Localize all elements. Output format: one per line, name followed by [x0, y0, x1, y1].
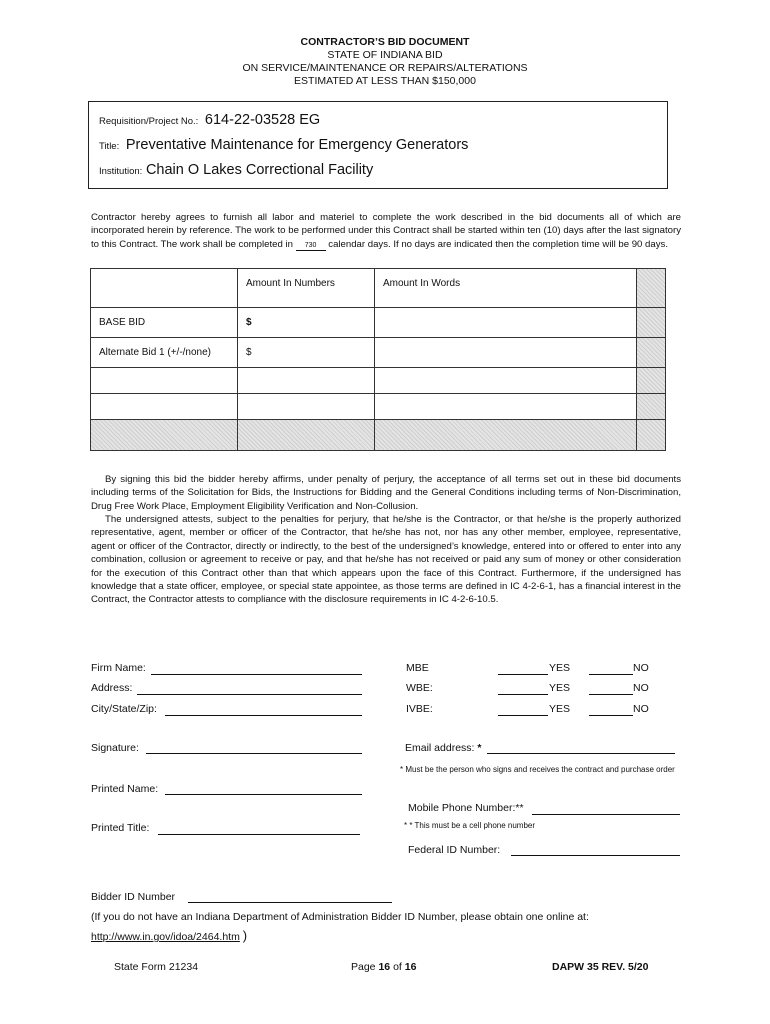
title-row: [99, 137, 468, 153]
ivbe-yes-label: YES: [549, 703, 571, 715]
page-of: of: [393, 961, 402, 973]
printed-title-label: Printed Title:: [91, 822, 150, 834]
shaded-cell: [637, 338, 666, 368]
city-state-zip-input[interactable]: [165, 715, 362, 716]
base-bid-amount-input[interactable]: $: [238, 308, 375, 338]
mbe-no-input[interactable]: [589, 674, 633, 675]
email-required-mark: *: [477, 742, 482, 754]
printed-name-label: Printed Name:: [91, 783, 159, 795]
document-title: CONTRACTOR’S BID DOCUMENT: [300, 36, 470, 48]
col-amount-numbers: Amount In Numbers: [238, 269, 375, 308]
mbe-label: MBE: [406, 662, 429, 674]
header-line-2: STATE OF INDIANA BID: [327, 49, 443, 61]
alternate-bid-words-input[interactable]: [375, 338, 637, 368]
table-row: [91, 308, 666, 338]
mbe-yes-input[interactable]: [498, 674, 548, 675]
firm-name-label: Firm Name:: [91, 662, 146, 674]
bidder-id-link-row: [91, 928, 247, 943]
base-bid-label: BASE BID: [91, 308, 238, 338]
ivbe-no-input[interactable]: [589, 715, 633, 716]
affirmation-text-1: By signing this bid the bidder hereby affirms, under penalty of perjury, the acceptance of all terms set out in these bid documents including terms of the Solicitation for Bids, the Instructions for Bidding and the General Conditions including terms of Non-Discrimination, Drug Free Work Place, Employment Eligibility Verification and Non-Collusion.: [91, 474, 681, 512]
footer-page-number: [351, 961, 416, 973]
requisition-value: 614-22-03528 EG: [204, 112, 321, 128]
ivbe-yes-input[interactable]: [498, 715, 548, 716]
col-amount-words: Amount In Words: [375, 269, 637, 308]
federal-id-input[interactable]: [511, 855, 680, 856]
agreement-paragraph: [91, 211, 681, 251]
table-row: [91, 368, 666, 394]
ivbe-no-label: NO: [633, 703, 649, 715]
empty-cell: [91, 368, 238, 394]
wbe-yes-label: YES: [549, 682, 571, 694]
address-input[interactable]: [137, 694, 362, 695]
footer-revision: DAPW 35 REV. 5/20: [552, 961, 649, 973]
address-label: Address:: [91, 682, 133, 694]
requisition-label: Requisition/Project No.:: [99, 116, 199, 127]
table-row: [91, 338, 666, 368]
requisition-row: [99, 112, 320, 128]
title-value: Preventative Maintenance for Emergency Generators: [125, 137, 469, 153]
firm-name-input[interactable]: [151, 674, 362, 675]
email-label: [405, 742, 481, 754]
page-num: 16: [378, 961, 391, 973]
agreement-text-1: Contractor hereby agrees to furnish all labor and materiel to complete the work described in the bid documents all of which are incorporated herein by reference. The work to be performed under this Contract shall be started within ten (10) days after the last signatory to this Contract. The work shall be completed in: [91, 212, 681, 250]
mobile-phone-label: Mobile Phone Number:**: [408, 802, 524, 814]
closing-paren: ): [242, 928, 248, 943]
federal-id-label: Federal ID Number:: [408, 844, 501, 856]
footer-form-number: State Form 21234: [114, 961, 199, 973]
page-total: 16: [404, 961, 417, 973]
printed-name-input[interactable]: [165, 794, 362, 795]
mobile-phone-note: * * This must be a cell phone number: [404, 821, 536, 830]
shaded-cell: [91, 420, 238, 451]
email-label-text: Email address:: [405, 742, 475, 754]
alternate-bid-amount-input[interactable]: $: [238, 338, 375, 368]
email-input[interactable]: [487, 753, 675, 754]
shaded-cell: [637, 420, 666, 451]
affirmation-paragraph-1: [91, 473, 681, 513]
affirmation-paragraph-2: The undersigned attests, subject to the penalties for perjury, that he/she is the Contractor, or that he/she is the properly authorized representative, agent, member or officer of the Contractor, that he/she has not, nor has any other member, employee, representative, agent or officer of the Contractor, directly or indirectly, to the best of the undersigned’s knowledge, entered into or offered to enter into any combination, collusion or agreement to receive or pay, and that he/she has not received or paid any sum of money or other consideration for the execution of this Contract other than that which appears upon the face of this Contract. Furthermore, if the undersigned has knowledge that a state officer, employee, or special state appointee, as those terms are defined in IC 4-2-6-1, has a financial interest in the Contract, the Contractor attests to compliance with the disclosure requirements in IC 4-2-6-10.5.: [91, 514, 681, 606]
signature-input[interactable]: [146, 753, 362, 754]
project-info-box: [88, 101, 668, 189]
page-prefix: Page: [351, 961, 376, 973]
table-header-blank: [91, 269, 238, 308]
title-label: Title:: [99, 141, 120, 152]
table-shaded-row: [91, 420, 666, 451]
institution-value: Chain O Lakes Correctional Facility: [145, 162, 374, 178]
empty-cell[interactable]: [238, 394, 375, 420]
shaded-cell: [637, 368, 666, 394]
wbe-no-input[interactable]: [589, 694, 633, 695]
table-header-row: [91, 269, 666, 308]
agreement-text-2: calendar days. If no days are indicated then the completion time will be 90 days.: [328, 238, 668, 250]
bid-table: [90, 268, 666, 451]
mbe-yes-label: YES: [549, 662, 571, 674]
header-line-3: ON SERVICE/MAINTENANCE OR REPAIRS/ALTERATIONS: [242, 62, 528, 74]
empty-cell: [91, 394, 238, 420]
empty-cell[interactable]: [375, 394, 637, 420]
bidder-id-note: (If you do not have an Indiana Department of Administration Bidder ID Number, please obtain one online at:: [91, 911, 589, 923]
shaded-cell: [637, 394, 666, 420]
alternate-bid-label: Alternate Bid 1 (+/-/none): [91, 338, 238, 368]
empty-cell[interactable]: [375, 368, 637, 394]
table-row: [91, 394, 666, 420]
mobile-phone-input[interactable]: [532, 814, 680, 815]
institution-label: Institution:: [99, 166, 143, 177]
wbe-label: WBE:: [406, 682, 433, 694]
shaded-cell: [637, 269, 666, 308]
wbe-no-label: NO: [633, 682, 649, 694]
shaded-cell: [375, 420, 637, 451]
city-state-zip-label: City/State/Zip:: [91, 703, 157, 715]
completion-days-field[interactable]: 730: [296, 242, 326, 251]
empty-cell[interactable]: [238, 368, 375, 394]
shaded-cell: [238, 420, 375, 451]
header-line-4: ESTIMATED AT LESS THAN $150,000: [294, 75, 476, 87]
email-note: * Must be the person who signs and receives the contract and purchase order: [400, 765, 675, 774]
ivbe-label: IVBE:: [406, 703, 433, 715]
shaded-cell: [637, 308, 666, 338]
bidder-id-input[interactable]: [188, 902, 392, 903]
bidder-id-label: Bidder ID Number: [91, 891, 176, 903]
wbe-yes-input[interactable]: [498, 694, 548, 695]
base-bid-words-input[interactable]: [375, 308, 637, 338]
mbe-no-label: NO: [633, 662, 649, 674]
printed-title-input[interactable]: [158, 834, 360, 835]
idoa-link[interactable]: http://www.in.gov/idoa/2464.htm: [91, 931, 240, 943]
signature-label: Signature:: [91, 742, 139, 754]
institution-row: [99, 162, 373, 178]
